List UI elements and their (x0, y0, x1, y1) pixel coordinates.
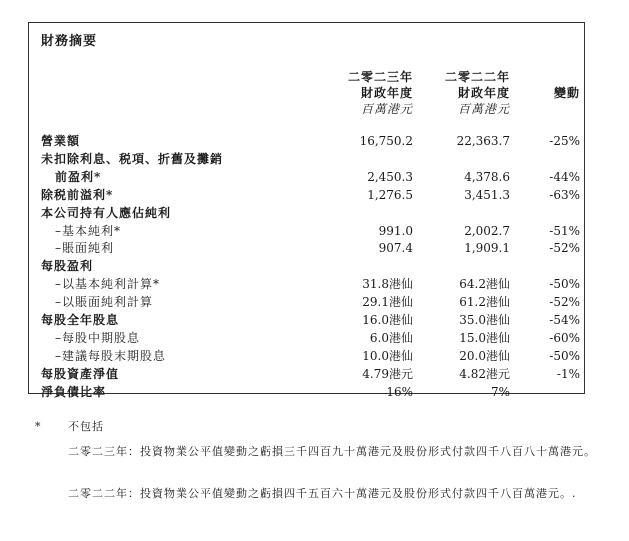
row-label: 每股全年股息 (41, 313, 120, 327)
row-label: 每股資產淨值 (41, 366, 120, 381)
row-label: –基本純利* (55, 223, 122, 238)
value-2022: 7% (490, 384, 510, 399)
value-change: -54% (549, 313, 580, 327)
value-2022: 4,378.6 (464, 169, 510, 184)
value-2023: 1,276.5 (367, 187, 413, 202)
value-2023: 6.0港仙 (369, 330, 413, 345)
value-2022: 2,002.7 (464, 223, 510, 238)
column-header-2022 (397, 69, 510, 117)
value-2023: 2,450.3 (367, 169, 413, 184)
value-change: -60% (549, 330, 580, 345)
value-2023: 4.79港元 (362, 366, 413, 381)
row-label: –賬面純利 (55, 241, 115, 256)
value-change: -63% (549, 187, 580, 202)
footnote-2023: 二零二三年：投資物業公平值變動之虧損三千四百九十萬港元及股份形式付款四千八百八十萬港元。 (68, 445, 596, 458)
column-header-2023 (297, 69, 413, 117)
value-2022: 20.0港仙 (459, 348, 510, 363)
table-row (41, 366, 581, 383)
row-label: 除税前溢利* (41, 187, 114, 202)
table-row (41, 276, 581, 293)
header-2022-year: 二零二二年 (444, 70, 510, 84)
value-2023: 16.0港仙 (362, 313, 413, 327)
table-row (41, 240, 581, 257)
table-row (41, 151, 581, 168)
value-change: -51% (549, 223, 580, 238)
row-label: –每股中期股息 (55, 330, 141, 345)
table-row (41, 258, 581, 275)
table-row (41, 384, 581, 401)
value-change: -1% (556, 366, 580, 381)
value-2022: 61.2港仙 (459, 295, 510, 310)
header-2023-fiscal: 財政年度 (360, 86, 413, 100)
value-2023: 907.4 (378, 241, 413, 256)
footnote-star: * (35, 420, 42, 433)
row-label: 未扣除利息、税項、折舊及攤銷 (41, 151, 224, 166)
value-2023: 16,750.2 (359, 134, 413, 148)
financial-summary-box (28, 22, 585, 399)
table-row (41, 348, 581, 365)
header-2023-year: 二零二三年 (347, 70, 413, 84)
value-2022: 15.0港仙 (459, 330, 510, 345)
footnote-2022: 二零二二年：投資物業公平值變動之虧損四千五百六十萬港元及股份形式付款四千八百萬港元。. (68, 487, 577, 500)
row-label: 前盈利* (55, 169, 102, 184)
header-2022-fiscal: 財政年度 (457, 86, 510, 100)
value-change: -25% (549, 134, 580, 148)
value-change: -52% (549, 295, 580, 310)
value-change: -52% (549, 241, 580, 256)
table-row (41, 169, 581, 186)
table-row (41, 223, 581, 240)
row-label: –以賬面純利計算 (55, 295, 154, 310)
row-label: –以基本純利計算* (55, 277, 161, 292)
value-2022: 35.0港仙 (459, 313, 510, 327)
value-2023: 991.0 (378, 223, 413, 238)
value-2023: 10.0港仙 (362, 348, 413, 363)
value-2022: 3,451.3 (464, 187, 510, 202)
value-2023: 16% (386, 384, 413, 399)
section-title: 財務摘要 (41, 34, 98, 49)
value-change: -50% (549, 277, 580, 292)
row-label: 每股盈利 (41, 259, 94, 274)
value-change: -50% (549, 348, 580, 363)
column-header-change: 變動 (553, 86, 580, 100)
table-row (41, 294, 581, 311)
table-row (41, 205, 581, 222)
value-2023: 31.8港仙 (362, 277, 413, 292)
value-2022: 4.82港元 (459, 366, 510, 381)
row-label: 本公司持有人應佔純利 (41, 205, 172, 220)
table-row (41, 187, 581, 204)
header-2022-unit: 百萬港元 (457, 102, 510, 116)
table-row (41, 330, 581, 347)
value-2022: 64.2港仙 (459, 277, 510, 292)
table-row (41, 133, 581, 150)
header-2023-unit: 百萬港元 (360, 102, 413, 116)
table-row (41, 312, 581, 329)
value-2022: 22,363.7 (456, 134, 510, 148)
footnote-intro: 不包括 (68, 420, 104, 433)
row-label: 營業額 (41, 134, 81, 148)
value-2023: 29.1港仙 (362, 295, 413, 310)
value-change: -44% (549, 169, 580, 184)
row-label: 淨負債比率 (41, 384, 107, 399)
value-2022: 1,909.1 (464, 241, 510, 256)
row-label: –建議每股末期股息 (55, 348, 167, 363)
